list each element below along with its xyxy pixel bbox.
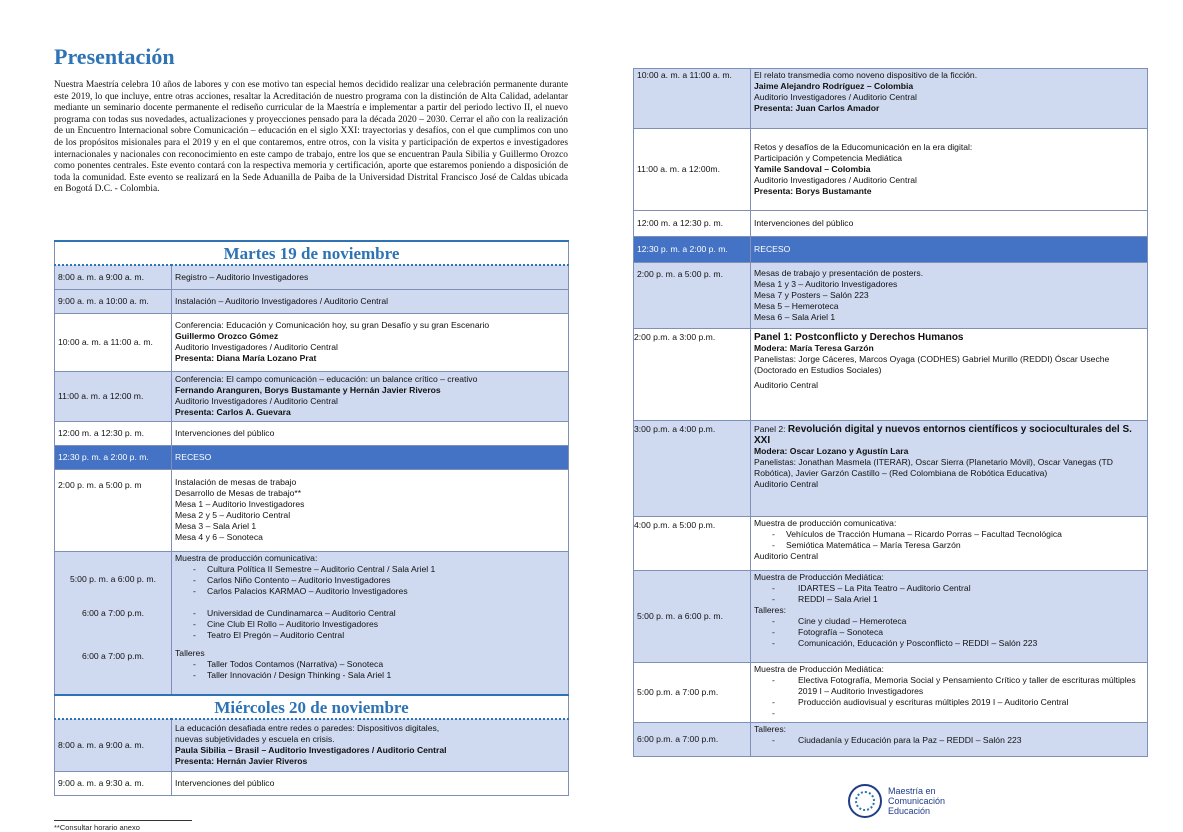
venue: Auditorio Central <box>754 380 819 390</box>
receso-row <box>634 237 1148 263</box>
event-cell <box>172 371 569 421</box>
speaker-name: Guillermo Orozco Gómez <box>175 331 279 341</box>
time-label: 6:00 a 7:00 p.m. <box>81 607 145 618</box>
event-cell: Intervenciones del público <box>751 211 1148 237</box>
time-cell: 6:00 p.m. a 7:00 p.m. <box>634 723 751 757</box>
event-cell <box>751 129 1148 211</box>
event-cell <box>172 551 569 695</box>
moderator: Modera: Oscar Lozano y Agustín Lara <box>754 446 909 456</box>
event-cell <box>751 571 1148 663</box>
event-title: La educación desafiada entre redes o paredes: Dispositivos digitales, <box>175 723 440 734</box>
event-line: Mesa 7 y Posters – Salón 223 <box>754 290 869 300</box>
page-title: Presentación <box>54 44 175 69</box>
presenter: Presenta: Diana María Lozano Prat <box>175 353 317 363</box>
schedule-row <box>634 263 1148 329</box>
event-title: Conferencia: El campo comunicación – educación: un balance crítico – creativo <box>175 374 478 384</box>
event-title: El relato transmedia como noveno dispositivo de la ficción. <box>754 70 978 80</box>
time-cell: 3:00 p.m. a 4:00 p.m. <box>634 421 751 517</box>
event-line: Mesa 3 – Sala Ariel 1 <box>175 521 257 531</box>
list-item: - Carlos Palacios KARMAO – Auditorio Investigadores <box>175 586 565 597</box>
presenter: Presenta: Carlos A. Guevara <box>175 407 291 417</box>
list-item: - Comunicación, Educación y Posconflicto – REDDI – Salón 223 <box>754 638 1144 649</box>
panel-name: Revolución digital y nuevos entornos científicos y socioculturales del S. XXI <box>754 424 1132 446</box>
time-cell: 2:00 p. m. a 5:00 p. m. <box>634 263 751 329</box>
intro-paragraph: Nuestra Maestría celebra 10 años de labores y con ese motivo tan especial hemos decidido realizar una celebración permanente durante este 2019, lo que incluye, entre otras acciones, resaltar la Acreditación de nuestro programa con la distinción de Alta Calidad, adelantar mediante un seminario docente permanente el rediseño curricular de la Maestría e implementar a partir del periodo lectivo II, el nuevo programa con todas sus novedades, actualizaciones y proyecciones pensado para la década 2020 – 2030. Cerrar el año con la realización de un Encuentro Internacional sobre Comunicación – educación en el siglo XXI: trayectorias y desafíos, con el que cumplimos con uno de los propósitos misionales para el 2019 y en el que contaremos, entre otros, con la visita y participación de expertos e investigadores internacionales y nacionales con reconocimiento en este campo de trabajo, entre los que se encuentran Paula Sibilia y Guillermo Orozco como ponentes centrales. Este evento contará con la respectiva memoria y certificación, aporte que estaremos poniendo a disposición de toda la comunidad. Este evento se realizará en la Sede Aduanilla de Paiba de la Universidad Distrital Francisco José de Caldas ubicada en Bogotá D.C. - Colombia. <box>54 80 568 195</box>
logo-line: Educación <box>888 806 931 816</box>
schedule-table-left <box>54 240 569 796</box>
schedule-row <box>634 663 1148 723</box>
event-heading: Muestra de Producción Mediática: <box>754 572 884 582</box>
list-item: - REDDI – Sala Ariel 1 <box>754 594 1144 605</box>
list-item: - Universidad de Cundinamarca – Auditorio Central <box>175 608 565 619</box>
receso-row <box>55 445 569 469</box>
event-subtitle: Participación y Competencia Mediática <box>754 153 903 163</box>
venue: Auditorio Central <box>754 551 819 561</box>
schedule-row <box>55 719 569 771</box>
list-item: - Teatro El Pregón – Auditorio Central <box>175 630 565 641</box>
event-title: nuevas subjetividades y escuela en crisis. <box>175 734 335 745</box>
time-cell: 11:00 a. m. a 12:00 m. <box>55 371 172 421</box>
event-line: Mesa 1 y 3 – Auditorio Investigadores <box>754 279 898 289</box>
schedule-row <box>634 329 1148 421</box>
schedule-row <box>55 771 569 795</box>
panel-label: Panel 2: <box>754 424 788 434</box>
day-header-wednesday: Miércoles 20 de noviembre <box>55 695 569 719</box>
schedule-row <box>634 69 1148 129</box>
list-item: - IDARTES – La Pita Teatro – Auditorio Central <box>754 583 1144 594</box>
time-cell: 12:30 p. m. a 2:00 p. m. <box>55 445 172 469</box>
day-header-tuesday: Martes 19 de noviembre <box>55 241 569 265</box>
event-cell <box>751 69 1148 129</box>
event-line: Mesa 1 – Auditorio Investigadores <box>175 499 305 509</box>
footnote: **Consultar horario anexo <box>54 823 140 832</box>
event-cell: Instalación – Auditorio Investigadores / Auditorio Central <box>172 289 569 313</box>
list-item: - Vehículos de Tracción Humana – Ricardo Porras – Facultad Tecnológica <box>754 529 1144 540</box>
time-label: 5:00 p. m. a 6:00 p. m. <box>70 573 156 584</box>
time-cell: 12:30 p. m. a 2:00 p. m. <box>634 237 751 263</box>
event-line: Mesas de trabajo y presentación de posters. <box>754 268 924 278</box>
time-cell: 12:00 m. a 12:30 p. m. <box>55 421 172 445</box>
schedule-row <box>55 289 569 313</box>
event-cell <box>751 517 1148 571</box>
time-cell: 5:00 p.m. a 7:00 p.m. <box>634 663 751 723</box>
speaker-name: Jaime Alejandro Rodríguez – Colombia <box>754 81 914 91</box>
event-line: Mesa 5 – Hemeroteca <box>754 301 839 311</box>
event-cell <box>751 723 1148 757</box>
time-cell: 5:00 p. m. a 6:00 p. m. <box>634 571 751 663</box>
time-cell: 9:00 a. m. a 9:30 a. m. <box>55 771 172 795</box>
list-item: - Cultura Política II Semestre – Auditorio Central / Sala Ariel 1 <box>175 564 565 575</box>
list-item: - Ciudadanía y Educación para la Paz – REDDI – Salón 223 <box>754 735 1144 746</box>
time-cell <box>55 551 172 695</box>
schedule-row <box>55 313 569 371</box>
speaker-name: Yamile Sandoval – Colombia <box>754 164 871 174</box>
event-cell <box>751 663 1148 723</box>
presenter: Presenta: Borys Bustamante <box>754 186 872 196</box>
panel-title <box>754 424 1144 446</box>
time-cell: 4:00 p.m. a 5:00 p.m. <box>634 517 751 571</box>
schedule-row <box>634 571 1148 663</box>
time-cell: 10:00 a. m. a 11:00 a. m. <box>55 313 172 371</box>
event-heading: Talleres <box>175 647 205 658</box>
list-item: - Fotografía – Sonoteca <box>754 627 1144 638</box>
schedule-row <box>55 265 569 289</box>
logo-emblem-icon <box>848 784 882 818</box>
event-cell: RECESO <box>751 237 1148 263</box>
event-line: Mesa 6 – Sala Ariel 1 <box>754 312 836 322</box>
logo-line: Comunicación <box>888 796 946 806</box>
list-item: - Taller Innovación / Design Thinking - Sala Ariel 1 <box>175 670 565 681</box>
speaker-name: Fernando Aranguren, Borys Bustamante y Hernán Javier Riveros <box>175 385 441 395</box>
list-item: - Cine y ciudad – Hemeroteca <box>754 616 1144 627</box>
event-line: Instalación de mesas de trabajo <box>175 477 297 487</box>
event-cell <box>751 329 1148 421</box>
venue: Auditorio Central <box>754 479 819 489</box>
event-heading: Muestra de producción comunicativa: <box>754 518 897 528</box>
panelists: Panelistas: Jonathan Masmela (ITERAR), Oscar Sierra (Planetario Móvil), Oscar Vanegas (TD Robótica), Javier Garzón Castillo – (Red Colombiana de Robótica Educativa) <box>754 457 1113 478</box>
event-cell: Registro – Auditorio Investigadores <box>172 265 569 289</box>
schedule-row <box>55 551 569 695</box>
day-header-row <box>55 695 569 719</box>
event-heading: Talleres: <box>754 605 786 615</box>
logo-line: Maestría en <box>888 786 936 796</box>
event-line: Desarrollo de Mesas de trabajo** <box>175 488 302 498</box>
time-cell: 2:00 p.m. a 3:00 p.m. <box>634 329 751 421</box>
list-item: - Electiva Fotografía, Memoria Social y Pensamiento Crítico y taller de escrituras múltiples 2019 I – Auditorio Investigadores <box>754 675 1144 697</box>
time-cell: 2:00 p. m. a 5:00 p. m <box>55 469 172 551</box>
list-item: - Taller Todos Contamos (Narrativa) – Sonoteca <box>175 659 565 670</box>
schedule-row <box>634 517 1148 571</box>
event-cell <box>751 421 1148 517</box>
footnote-divider <box>54 820 192 821</box>
event-cell: Intervenciones del público <box>172 771 569 795</box>
time-cell: 12:00 m. a 12:30 p. m. <box>634 211 751 237</box>
time-cell: 8:00 a. m. a 9:00 a. m. <box>55 265 172 289</box>
venue: Auditorio Investigadores / Auditorio Central <box>754 92 917 102</box>
list-item: - Producción audiovisual y escrituras múltiples 2019 I – Auditorio Central <box>754 697 1144 708</box>
schedule-row <box>55 371 569 421</box>
venue: Auditorio Investigadores / Auditorio Central <box>175 396 338 406</box>
speaker-name: Paula Sibilia – Brasil – Auditorio Investigadores / Auditorio Central <box>175 745 447 756</box>
event-title: Retos y desafíos de la Educomunicación en la era digital: <box>754 142 973 152</box>
event-line: Mesa 4 y 6 – Sonoteca <box>175 532 263 542</box>
schedule-row <box>634 723 1148 757</box>
event-heading: Talleres: <box>754 724 786 734</box>
event-cell <box>172 469 569 551</box>
event-heading: Muestra de Producción Mediática: <box>754 664 884 674</box>
program-logo <box>848 784 945 818</box>
schedule-row <box>634 129 1148 211</box>
event-cell: Intervenciones del público <box>172 421 569 445</box>
logo-text <box>888 786 945 816</box>
panelists-note: (Doctorado en Estudios Sociales) <box>754 365 882 375</box>
moderator: Modera: María Teresa Garzón <box>754 343 874 353</box>
venue: Auditorio Investigadores / Auditorio Central <box>175 342 338 352</box>
panel-title: Panel 1: Postconflicto y Derechos Humanos <box>754 332 964 343</box>
event-cell <box>751 263 1148 329</box>
event-cell <box>172 719 569 771</box>
time-cell: 8:00 a. m. a 9:00 a. m. <box>55 719 172 771</box>
event-line: Mesa 2 y 5 – Auditorio Central <box>175 510 291 520</box>
schedule-row <box>634 211 1148 237</box>
time-cell: 9:00 a. m. a 10:00 a. m. <box>55 289 172 313</box>
event-cell: RECESO <box>172 445 569 469</box>
panelists: Panelistas: Jorge Cáceres, Marcos Oyaga (CODHES) Gabriel Murillo (REDDI) Óscar Useche <box>754 354 1110 364</box>
event-heading: Muestra de producción comunicativa: <box>175 552 318 563</box>
day-header-row <box>55 241 569 265</box>
schedule-row <box>55 469 569 551</box>
time-label: 6:00 a 7:00 p.m. <box>81 650 145 661</box>
list-item: - Carlos Niño Contento – Auditorio Investigadores <box>175 575 565 586</box>
presenter: Presenta: Hernán Javier Riveros <box>175 756 308 767</box>
list-item: - Cine Club El Rollo – Auditorio Investigadores <box>175 619 565 630</box>
time-cell: 11:00 a. m. a 12:00m. <box>634 129 751 211</box>
venue: Auditorio Investigadores / Auditorio Central <box>754 175 917 185</box>
presenter: Presenta: Juan Carlos Amador <box>754 103 880 113</box>
event-cell <box>172 313 569 371</box>
schedule-row <box>55 421 569 445</box>
list-item: - Semiótica Matemática – María Teresa Garzón <box>754 540 1144 551</box>
time-cell: 10:00 a. m. a 11:00 a. m. <box>634 69 751 129</box>
schedule-row <box>634 421 1148 517</box>
schedule-table-right <box>633 68 1148 757</box>
event-title: Conferencia: Educación y Comunicación hoy, su gran Desafío y su gran Escenario <box>175 320 490 330</box>
